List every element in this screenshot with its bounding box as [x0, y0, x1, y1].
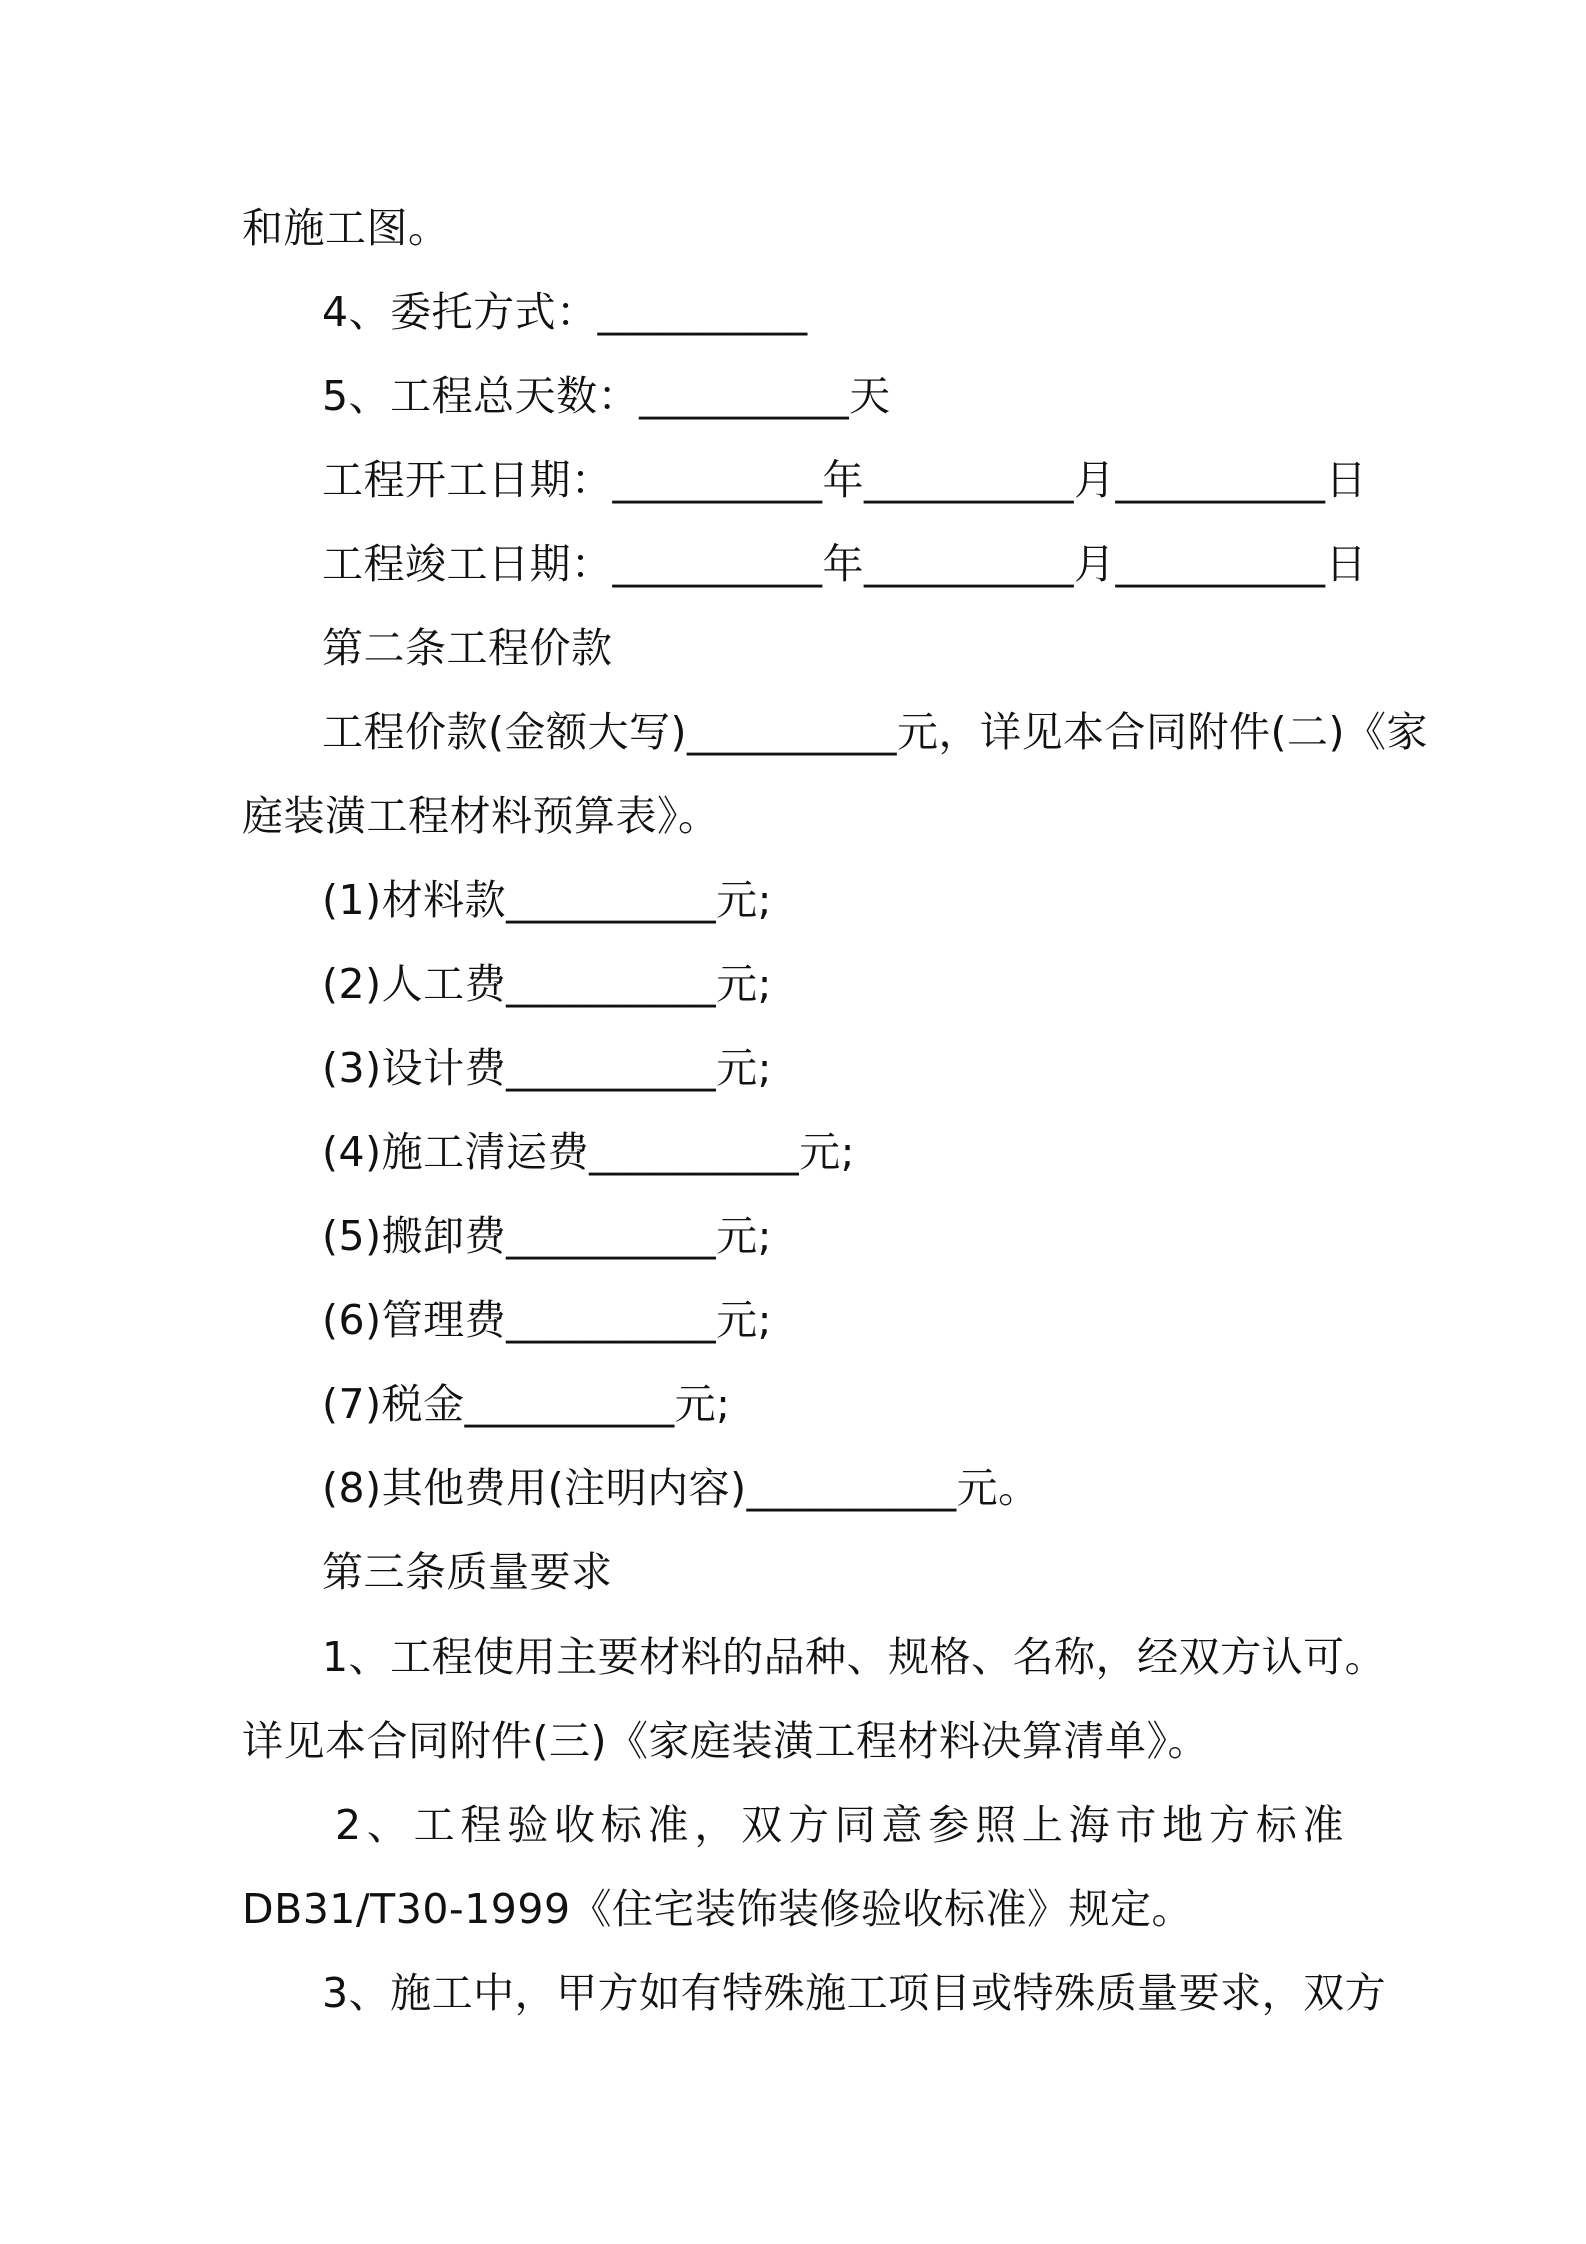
- fee-item-materials: (1)材料款__________元;: [322, 876, 772, 924]
- fee-item-cleanup: (4)施工清运费__________元;: [322, 1128, 855, 1176]
- fee-item-design: (3)设计费__________元;: [322, 1044, 772, 1092]
- text-line-drawings: 和施工图。: [242, 204, 450, 252]
- fee-item-management: (6)管理费__________元;: [322, 1296, 772, 1344]
- text-line-acceptance-standard: 2、工程验收标准，双方同意参照上海市地方标准: [335, 1801, 1344, 1849]
- text-line-settlement-list: 详见本合同附件(三)《家庭装潢工程材料决算清单》。: [242, 1717, 1209, 1765]
- text-line-materials-approval: 1、工程使用主要材料的品种、规格、名称，经双方认可。: [322, 1633, 1387, 1681]
- text-line-commission-method: 4、委托方式：__________: [322, 288, 808, 336]
- text-line-completion-date: 工程竣工日期：__________年__________月__________日: [322, 540, 1367, 588]
- fee-item-labor: (2)人工费__________元;: [322, 960, 772, 1008]
- text-line-budget-table: 庭装潢工程材料预算表》。: [242, 792, 720, 840]
- fee-item-tax: (7)税金__________元;: [322, 1380, 731, 1428]
- text-line-standard-code: DB31/T30-1999《住宅装饰装修验收标准》规定。: [242, 1885, 1194, 1933]
- text-line-special-requirements: 3、施工中，甲方如有特殊施工项目或特殊质量要求，双方: [322, 1969, 1387, 2017]
- fee-item-other: (8)其他费用(注明内容)__________元。: [322, 1464, 1040, 1512]
- text-line-start-date: 工程开工日期：__________年__________月__________日: [322, 456, 1367, 504]
- fee-item-handling: (5)搬卸费__________元;: [322, 1212, 772, 1260]
- section-heading-price: 第二条工程价款: [322, 624, 613, 672]
- text-line-total-days: 5、工程总天数：__________天: [322, 372, 891, 420]
- text-line-price-amount: 工程价款(金额大写)__________元，详见本合同附件(二)《家: [322, 708, 1428, 756]
- section-heading-quality: 第三条质量要求: [322, 1548, 613, 1596]
